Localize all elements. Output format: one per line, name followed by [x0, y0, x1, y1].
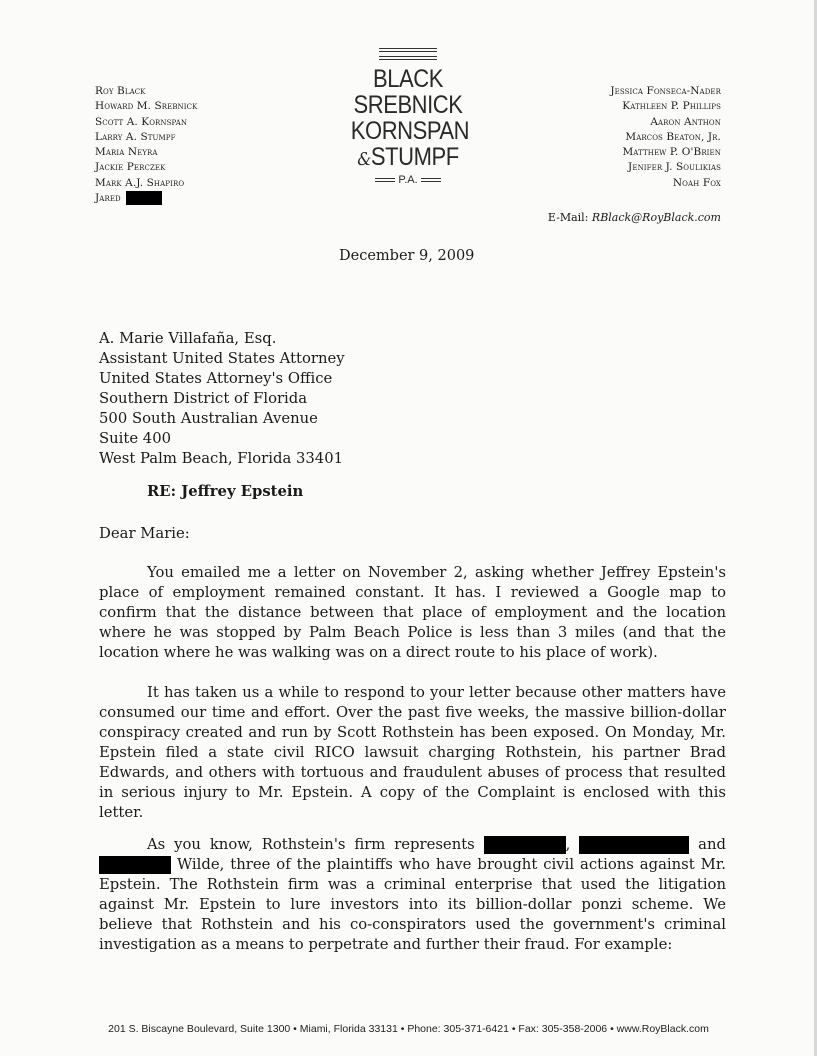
logo-line-last [351, 144, 465, 173]
address-line: United States Attorney's Office [99, 370, 333, 387]
salutation: Dear Marie: [99, 525, 190, 542]
address-line: Assistant United States Attorney [99, 350, 345, 367]
redaction-block [99, 856, 171, 874]
partner-name: Jackie Perczek [95, 161, 166, 174]
partner-name: Jessica Fonseca-Nader [610, 85, 721, 97]
letterhead-footer: 201 S. Biscayne Boulevard, Suite 1300 • Miami, Florida 33131 • Phone: 305-371-6421 • Fax: 305-358-2006 • www.RoyBlack.com [108, 1023, 709, 1035]
logo-pa [343, 173, 473, 187]
firm-logo [343, 48, 473, 187]
partner-name: Matthew P. O'Brien [622, 146, 721, 159]
logo-line: KORNSPAN [350, 117, 470, 145]
address-line: Southern District of Florida [99, 390, 308, 407]
partner-name-partial: Jared [95, 192, 121, 205]
email-address: RBlack@RoyBlack.com [591, 211, 721, 224]
email-line [548, 211, 721, 224]
partner-name: Noah Fox [672, 176, 721, 189]
redaction-block [126, 191, 162, 205]
paragraph-text: You emailed me a letter on November 2, asking whether Jeffrey Epstein's place of employment remained constant. It has. I reviewed a Google map to confirm that the distance between that place of employment and the location where he was stopped by Palm Beach Police is less than 3 miles (and that the location where he was walking was on a direct route to his place of work). [99, 564, 726, 661]
paragraph-1 [99, 563, 726, 663]
partner-name: Kathleen P. Phillips [622, 100, 721, 113]
address-line: West Palm Beach, Florida 33401 [99, 450, 344, 467]
paragraph-text: As you know, Rothstein's firm represents [147, 836, 475, 853]
left-partner-list [95, 84, 197, 206]
logo-rule-top-2 [379, 56, 437, 60]
partner-name: Larry A. Stumpf [95, 130, 176, 143]
address-line: Suite 400 [99, 430, 172, 447]
letter-date: December 9, 2009 [339, 248, 475, 264]
logo-line: BLACK [373, 65, 443, 93]
partner-name: Roy Black [95, 85, 146, 97]
email-label: E-Mail: [547, 211, 589, 224]
logo-word: STUMPF [370, 143, 459, 171]
address-line: A. Marie Villafaña, Esq. [99, 330, 277, 347]
partner-name: Mark A.J. Shapiro [95, 176, 185, 189]
partner-name: Howard M. Srebnick [95, 100, 198, 113]
partner-name: Aaron Anthon [650, 115, 721, 128]
partner-name: Scott A. Kornspan [95, 115, 188, 128]
paragraph-3: As you know, Rothstein's firm represents , and Wilde, three of the plaintiffs who have brought civil actions against Mr. Epstein. The Rothstein firm was a criminal enterprise that used the litigation against Mr. Epstein to lure investors into its billion-dollar ponzi scheme. We believe that Rothstein and his co-conspirators used the government's criminal investigation as a means to perpetrate and further their fraud. For example: [99, 836, 726, 953]
paragraph-text: Wilde, three of the plaintiffs who have brought civil actions against Mr. Epstein. The Rothstein firm was a criminal enterprise that used the litigation against Mr. Epstein to lure investors into its billion-dollar ponzi scheme. We believe that Rothstein and his co-conspirators used the government's criminal investigation as a means to perpetrate and further their fraud. For example: [99, 856, 726, 953]
subject-line: RE: Jeffrey Epstein [147, 483, 304, 500]
paragraph-2 [99, 683, 726, 823]
right-partner-list [610, 84, 721, 191]
logo-ampersand: & [357, 149, 371, 170]
partner-name-redacted [95, 191, 197, 206]
redaction-block [484, 836, 566, 854]
redaction-block [579, 836, 689, 854]
logo-rule-top [379, 48, 437, 52]
logo-line: SREBNICK [353, 91, 463, 119]
partner-name: Jenifer J. Soulikias [628, 161, 721, 174]
address-line: 500 South Australian Avenue [99, 410, 318, 427]
paragraph-text: It has taken us a while to respond to your letter because other matters have consumed our time and effort. Over the past five weeks, the massive billion-dollar conspiracy created and run by Scott Rothstein has been exposed. On Monday, Mr. Epstein filed a state civil RICO lawsuit charging Rothstein, his partner Brad Edwards, and others with tortuous and fraudulent abuses of process that resulted in serious injury to Mr. Epstein. A copy of the Complaint is enclosed with this letter. [99, 684, 726, 821]
partner-name: Marcos Beaton, Jr. [625, 130, 721, 143]
logo-pa-text: P.A. [398, 174, 418, 186]
recipient-address [99, 329, 345, 469]
partner-name: Maria Neyra [95, 146, 158, 159]
